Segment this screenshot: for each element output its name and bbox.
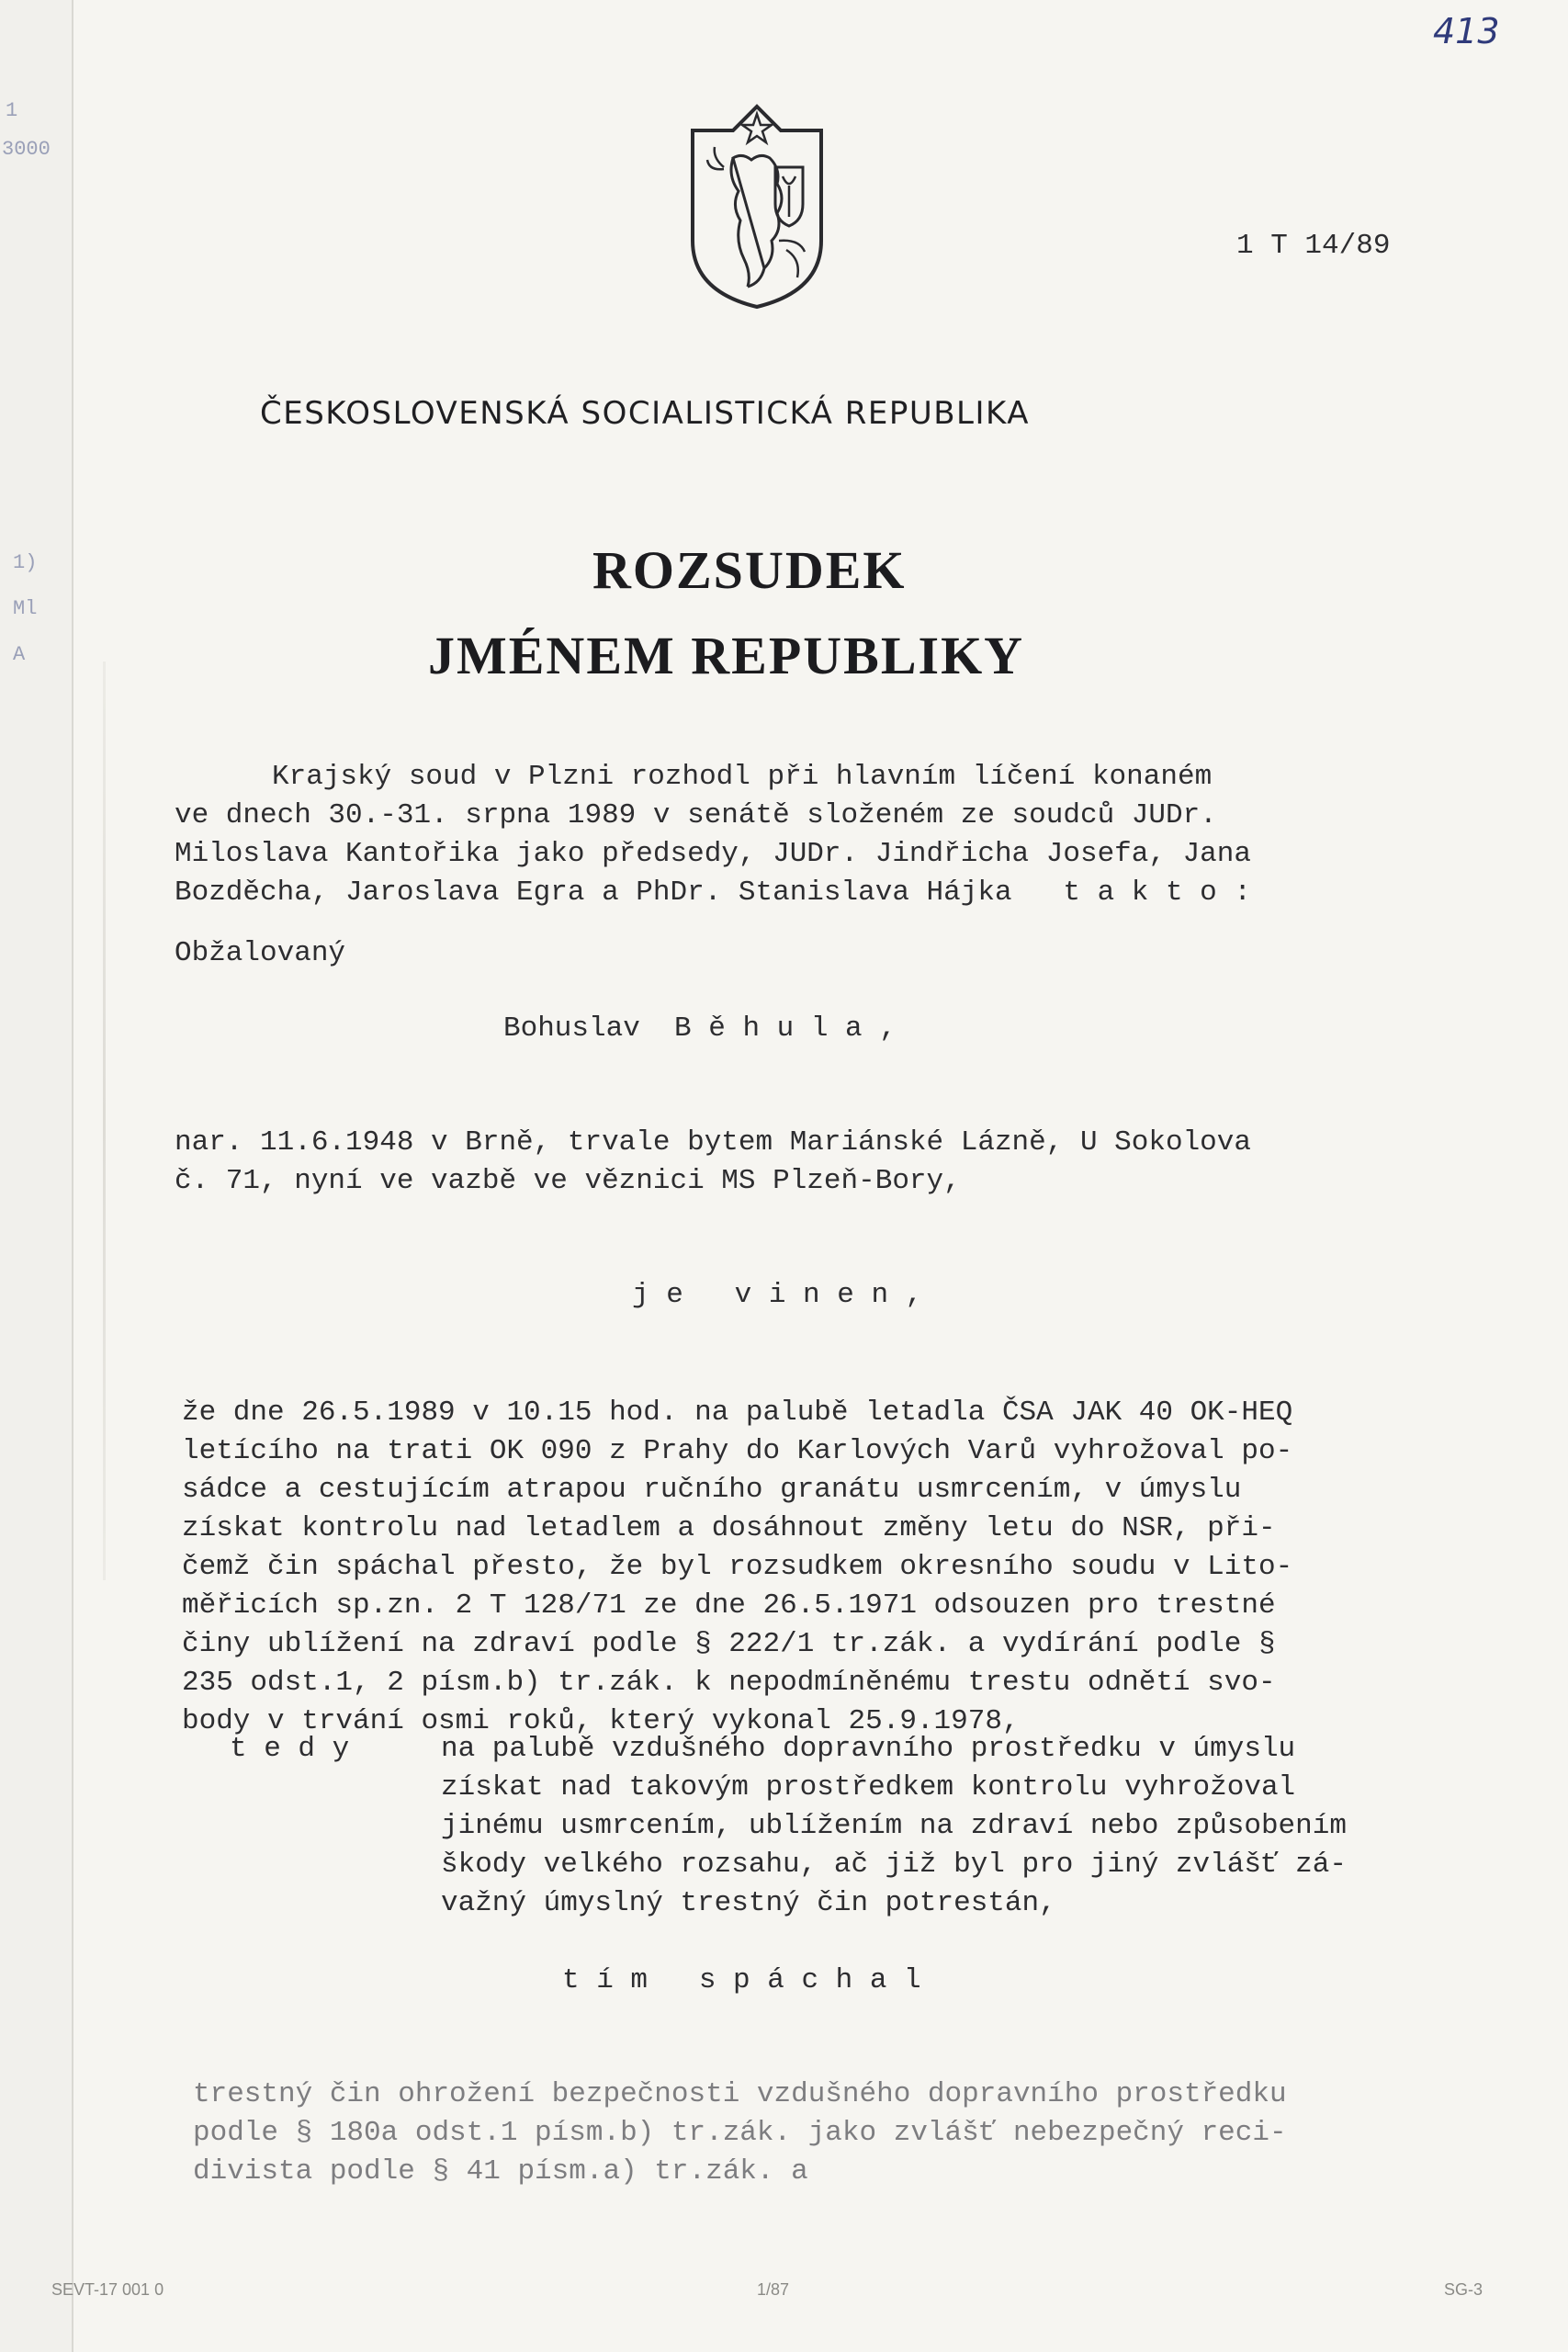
state-emblem-icon: [687, 103, 827, 310]
text-line: ve dnech 30.-31. srpna 1989 v senátě složeném ze soudců JUDr.: [175, 799, 1217, 831]
text-line: podle § 180a odst.1 písm.b) tr.zák. jako zvlášť nebezpečný reci-: [193, 2117, 1287, 2149]
stub-text: 3000: [2, 138, 51, 161]
text-line: na palubě vzdušného dopravního prostředku v úmyslu: [441, 1733, 1296, 1765]
handwritten-page-number: 413: [1433, 11, 1500, 51]
underlying-page-strip: [0, 0, 73, 2352]
text-line: važný úmyslný trestný čin potrestán,: [441, 1887, 1056, 1919]
text-line: trestný čin ohrožení bezpečnosti vzdušného dopravního prostředku: [193, 2078, 1287, 2110]
text-line: získat kontrolu nad letadlem a dosáhnout změny letu do NSR, při-: [182, 1512, 1276, 1544]
accused-label: Obžalovaný: [175, 937, 346, 969]
accused-name: Bohuslav B ě h u l a ,: [503, 1012, 897, 1045]
stub-text: 1: [6, 99, 18, 122]
text-line: činy ublížení na zdraví podle § 222/1 tr.zák. a vydírání podle §: [182, 1628, 1276, 1660]
text-line: sádce a cestujícím atrapou ručního granátu usmrcením, v úmyslu: [182, 1474, 1242, 1506]
text-line: Miloslava Kantořika jako předsedy, JUDr. Jindřicha Josefa, Jana: [175, 838, 1251, 870]
stub-text: Ml: [13, 597, 38, 620]
text-line: že dne 26.5.1989 v 10.15 hod. na palubě letadla ČSA JAK 40 OK-HEQ: [182, 1396, 1293, 1429]
form-code: SEVT-17 001 0: [51, 2280, 164, 2299]
case-number: 1 T 14/89: [1236, 230, 1391, 262]
text-line: letícího na trati OK 090 z Prahy do Karlových Varů vyhrožoval po-: [182, 1435, 1293, 1467]
text-line: jinému usmrcením, ublížením na zdraví nebo způsobením: [441, 1810, 1347, 1842]
form-type: SG-3: [1444, 2280, 1483, 2299]
text-line: čemž čin spáchal přesto, že byl rozsudkem okresního soudu v Lito-: [182, 1551, 1293, 1583]
text-line: měřicích sp.zn. 2 T 128/71 ze dne 26.5.1971 odsouzen pro trestné: [182, 1589, 1276, 1622]
paper-fold: [103, 662, 106, 1580]
text-line: divista podle § 41 písm.a) tr.zák. a: [193, 2155, 808, 2188]
stub-text: 1): [13, 551, 38, 574]
text-line: Bozděcha, Jaroslava Egra a PhDr. Stanislava Hájka t a k t o :: [175, 876, 1251, 909]
tedy-label: t e d y: [230, 1733, 350, 1765]
text-line: Krajský soud v Plzni rozhodl při hlavním líčení konaném: [272, 761, 1213, 793]
text-line: č. 71, nyní ve vazbě ve věznici MS Plzeň-Bory,: [175, 1165, 961, 1197]
text-line: získat nad takovým prostředkem kontrolu vyhrožoval: [441, 1771, 1296, 1804]
document-title: ROZSUDEK: [592, 540, 907, 600]
text-line: nar. 11.6.1948 v Brně, trvale bytem Mariánské Lázně, U Sokolova: [175, 1126, 1251, 1159]
stub-text: A: [13, 643, 26, 666]
text-line: škody velkého rozsahu, ač již byl pro jiný zvlášť zá-: [441, 1849, 1347, 1881]
guilty-verdict: j e v i n e n ,: [632, 1279, 923, 1311]
text-line: body v trvání osmi roků, který vykonal 25.9.1978,: [182, 1705, 1020, 1737]
committed-label: t í m s p á c h a l: [562, 1964, 921, 1996]
text-line: 235 odst.1, 2 písm.b) tr.zák. k nepodmíněnému trestu odnětí svo-: [182, 1667, 1276, 1699]
form-date: 1/87: [757, 2280, 790, 2299]
republic-name: ČESKOSLOVENSKÁ SOCIALISTICKÁ REPUBLIKA: [260, 395, 1030, 432]
document-subtitle: JMÉNEM REPUBLIKY: [428, 626, 1025, 685]
